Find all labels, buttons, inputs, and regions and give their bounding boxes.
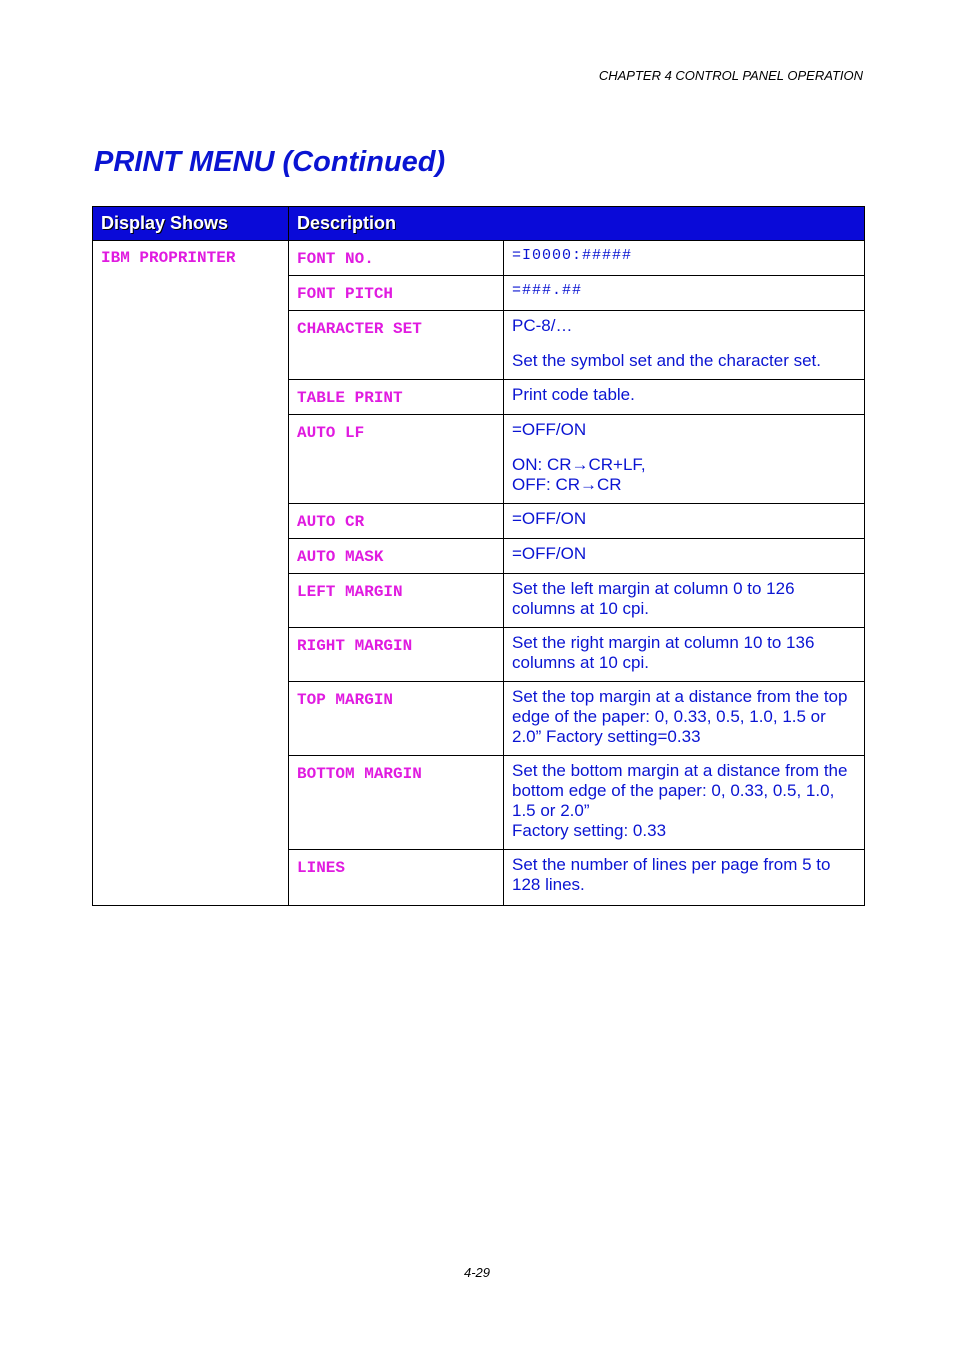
print-menu-table <box>92 206 865 906</box>
setting-description: OFF: CR→CR <box>512 475 622 494</box>
setting-value: =OFF/ON <box>512 509 587 528</box>
setting-description: ON: CR→CR+LF, <box>512 455 646 474</box>
display-cell <box>93 241 289 906</box>
setting-description: Set the bottom margin at a distance from the bottom edge of the paper: 0, 0.33, 0.5, 1.0, 1.5 or 2.0” <box>512 761 848 820</box>
setting-key: LINES <box>297 859 346 877</box>
setting-key: BOTTOM MARGIN <box>297 765 422 783</box>
setting-description: Set the left margin at column 0 to 126 columns at 10 cpi. <box>512 579 795 618</box>
setting-key: TABLE PRINT <box>297 389 403 407</box>
table-header-row <box>93 207 865 241</box>
setting-value: =OFF/ON <box>512 420 587 439</box>
setting-value: =###.## <box>512 282 583 299</box>
column-header-description: Description <box>289 207 865 241</box>
setting-key: RIGHT MARGIN <box>297 637 413 655</box>
chapter-header: CHAPTER 4 CONTROL PANEL OPERATION <box>598 68 863 83</box>
setting-key: AUTO CR <box>297 513 365 531</box>
setting-description: Set the top margin at a distance from the top edge of the paper: 0, 0.33, 0.5, 1.0, 1.5 or 2.0” Factory setting=0.33 <box>512 687 848 746</box>
setting-description: Set the right margin at column 10 to 136 columns at 10 cpi. <box>512 633 815 672</box>
column-header-display: Display Shows <box>93 207 289 241</box>
setting-key: FONT NO. <box>297 250 374 268</box>
setting-key: CHARACTER SET <box>297 320 422 338</box>
setting-key: LEFT MARGIN <box>297 583 403 601</box>
setting-description: Set the number of lines per page from 5 to 128 lines. <box>512 855 831 894</box>
table-row <box>93 241 865 276</box>
display-label: IBM PROPRINTER <box>101 249 236 267</box>
setting-key: TOP MARGIN <box>297 691 394 709</box>
page-title: PRINT MENU (Continued) <box>94 146 446 178</box>
setting-value: =I0000:##### <box>512 247 633 264</box>
setting-key: AUTO MASK <box>297 548 384 566</box>
page-number: 4-29 <box>463 1265 491 1280</box>
setting-value: PC-8/… <box>512 316 573 335</box>
setting-value: =OFF/ON <box>512 544 587 563</box>
setting-description: Factory setting: 0.33 <box>512 821 667 840</box>
setting-description: Set the symbol set and the character set. <box>512 351 821 370</box>
setting-key: AUTO LF <box>297 424 365 442</box>
setting-key: FONT PITCH <box>297 285 394 303</box>
setting-description: Print code table. <box>512 385 635 404</box>
